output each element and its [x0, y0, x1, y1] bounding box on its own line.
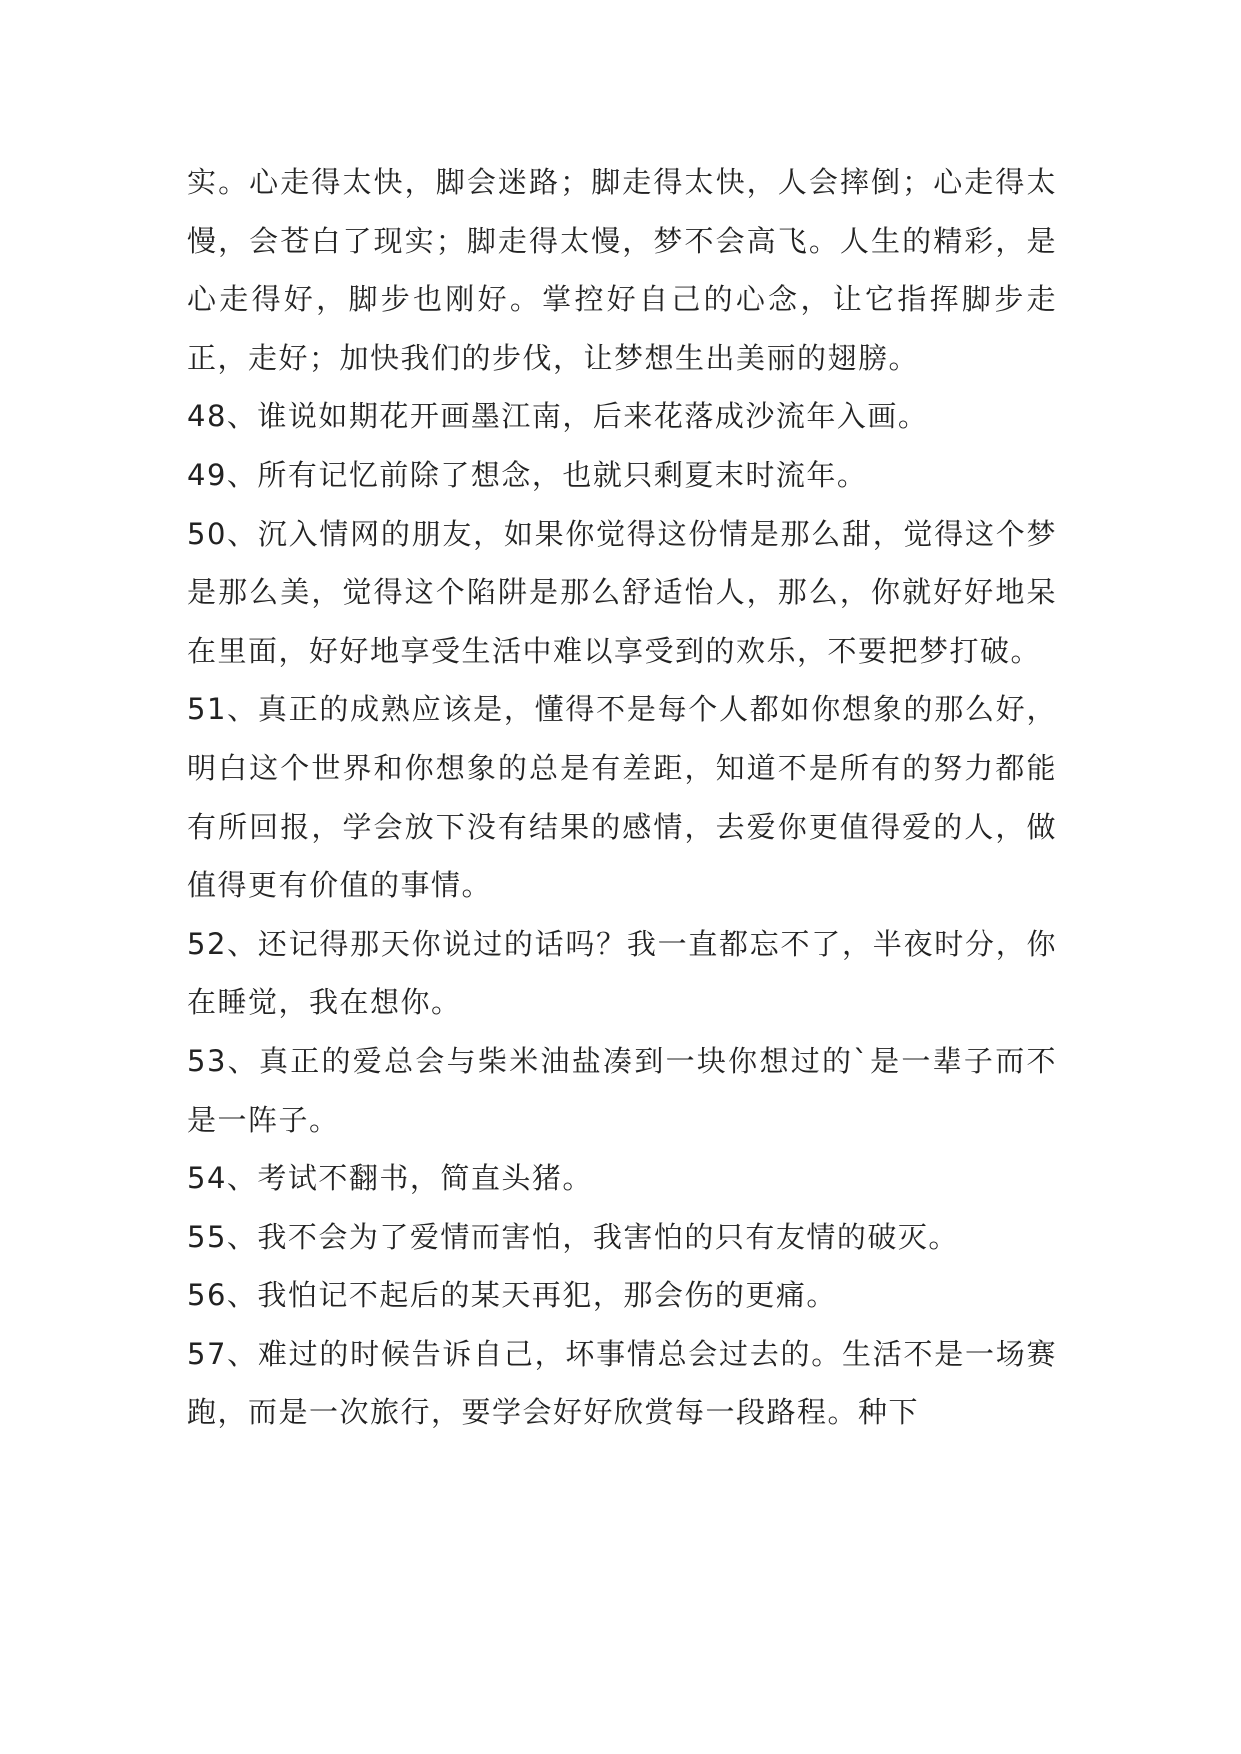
paragraph-48: 48、谁说如期花开画墨江南，后来花落成沙流年入画。: [187, 399, 929, 434]
paragraph-55: 55、我不会为了爱情而害怕，我害怕的只有友情的破灭。: [187, 1219, 959, 1254]
paragraph-53: 53、真正的爱总会与柴米油盐凑到一块你想过的`是一辈子而不是一阵子。: [187, 1043, 1057, 1137]
paragraph-51: 51、真正的成熟应该是，懂得不是每个人都如你想象的那么好，明白这个世界和你想象的总是有差距，知道不是所有的努力都能有所回报，学会放下没有结果的感情，去爱你更值得爱的人，做值得更有价值的事情。: [187, 692, 1057, 903]
paragraph-49: 49、所有记忆前除了想念，也就只剩夏末时流年。: [187, 457, 868, 492]
paragraph-57: 57、难过的时候告诉自己，坏事情总会过去的。生活不是一场赛跑，而是一次旅行，要学会好好欣赏每一段路程。种下: [187, 1336, 1057, 1430]
document-body: [187, 153, 1057, 1442]
paragraph-52: 52、还记得那天你说过的话吗？我一直都忘不了，半夜时分，你在睡觉，我在想你。: [187, 926, 1057, 1020]
paragraph-56: 56、我怕记不起后的某天再犯，那会伤的更痛。: [187, 1278, 837, 1313]
paragraph-50: 50、沉入情网的朋友，如果你觉得这份情是那么甜，觉得这个梦是那么美，觉得这个陷阱是那么舒适怡人，那么，你就好好地呆在里面，好好地享受生活中难以享受到的欢乐，不要把梦打破。: [187, 516, 1057, 668]
paragraph-54: 54、考试不翻书，简直头猪。: [187, 1161, 593, 1196]
paragraph-continuation: 实。心走得太快，脚会迷路；脚走得太快，人会摔倒；心走得太慢，会苍白了现实；脚走得太慢，梦不会高飞。人生的精彩，是心走得好，脚步也刚好。掌控好自己的心念，让它指挥脚步走正，走好；加快我们的步伐，让梦想生出美丽的翅膀。: [187, 165, 1057, 375]
